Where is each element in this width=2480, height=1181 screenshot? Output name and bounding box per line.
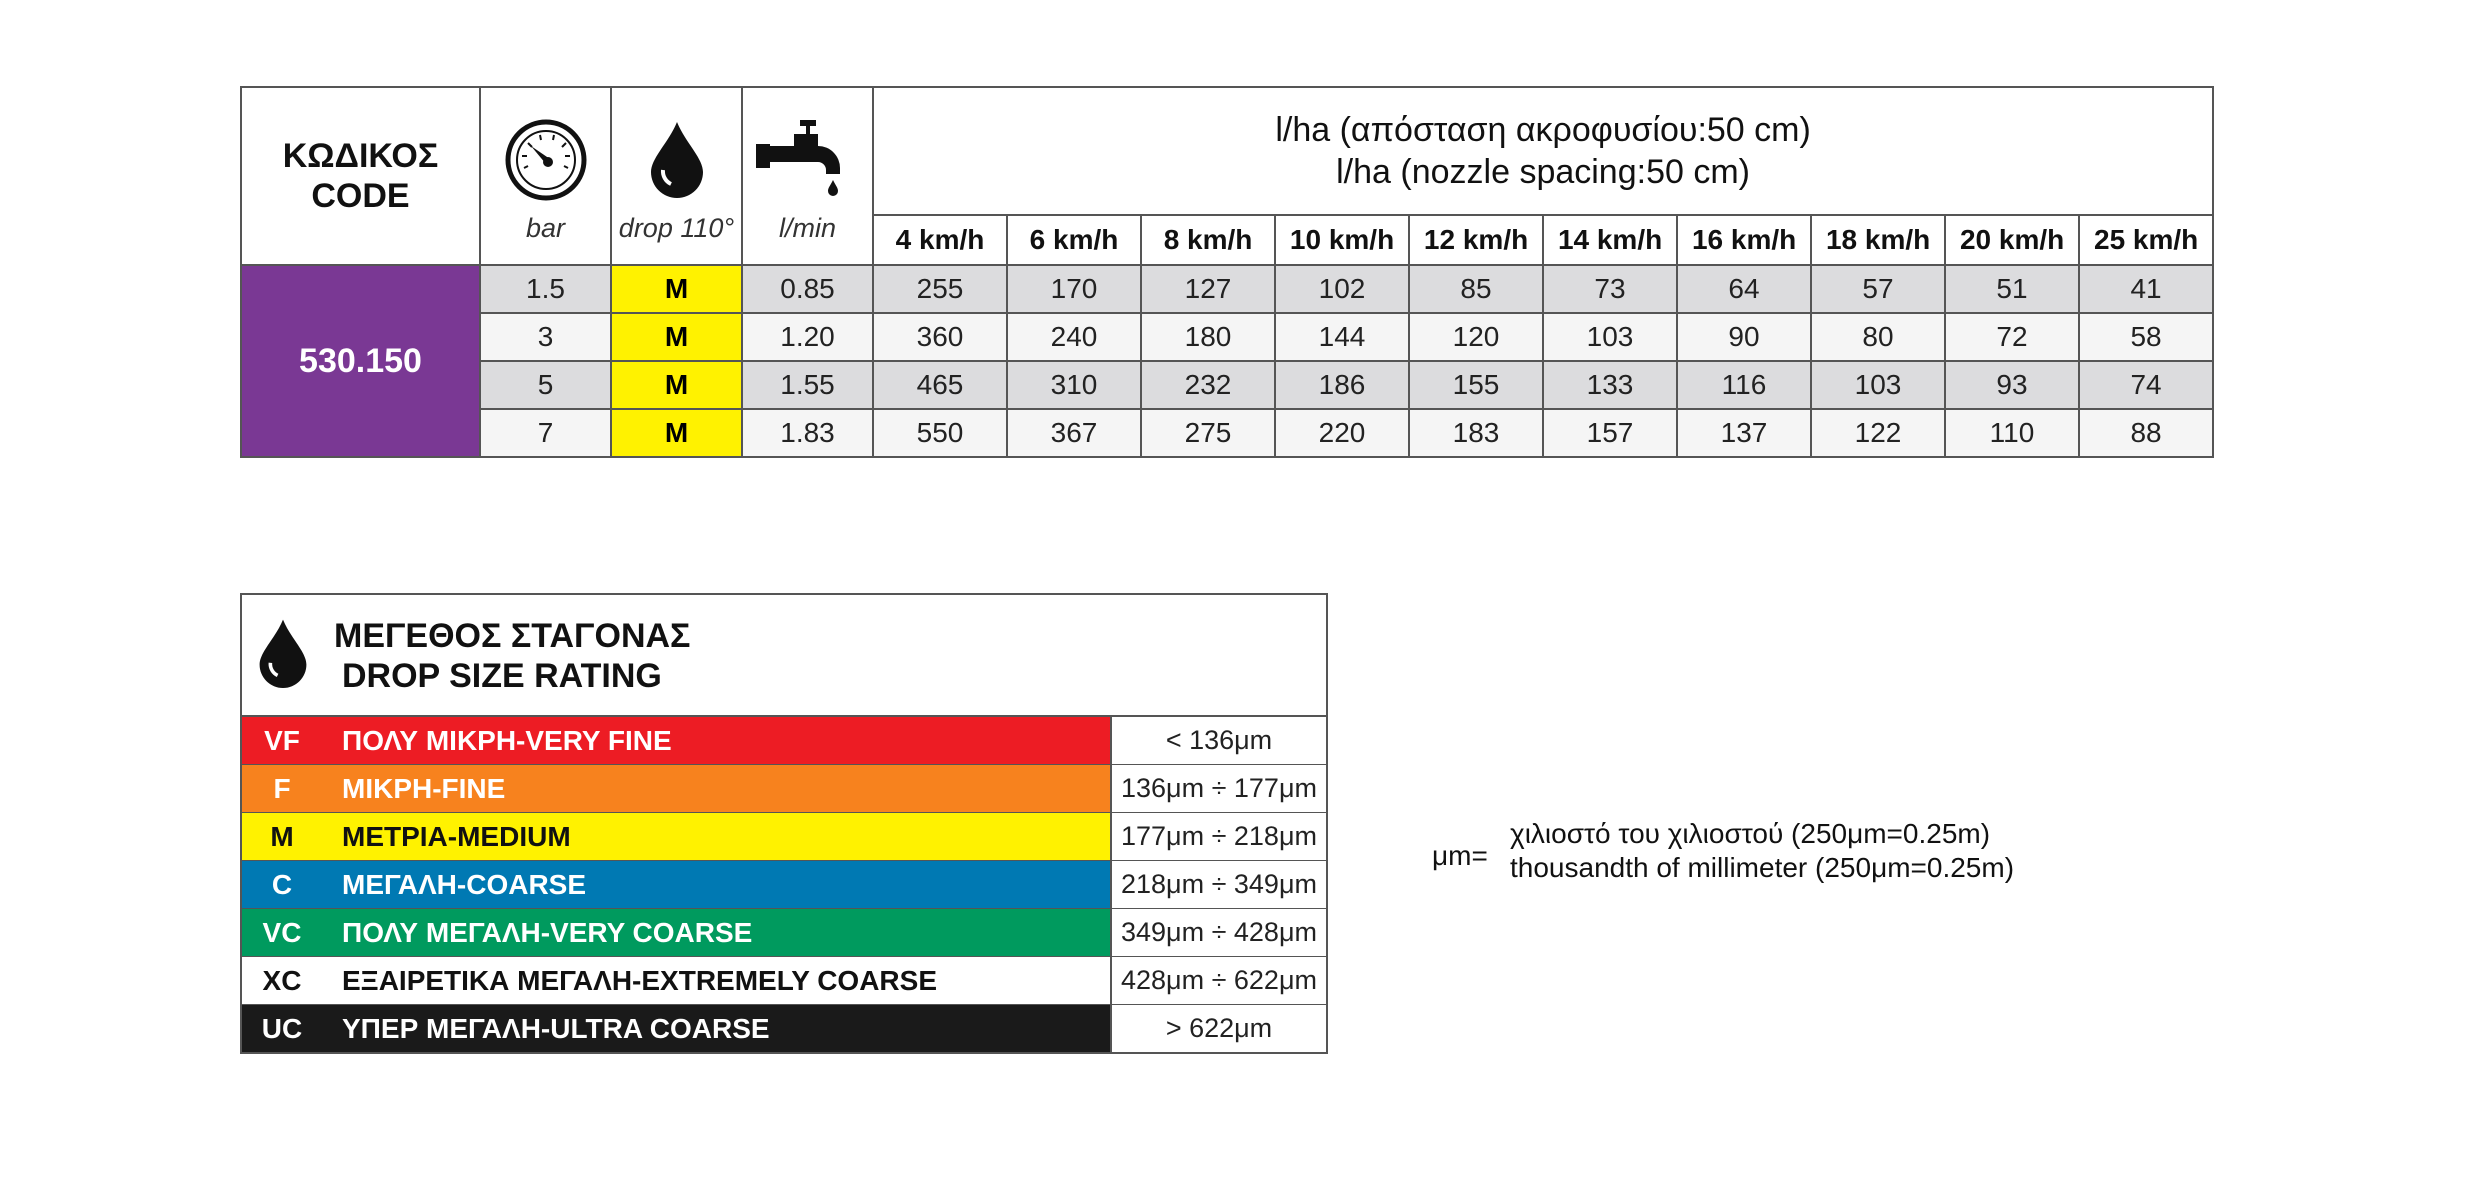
drop-rating: M	[611, 313, 742, 361]
legend-row	[242, 1004, 1326, 1052]
table-row	[241, 409, 2213, 457]
legend-row	[242, 956, 1326, 1004]
lmin-value: 1.55	[742, 361, 873, 409]
legend-range: 349μm ÷ 428μm	[1110, 909, 1326, 956]
legend-category	[242, 957, 1110, 1004]
micron-definition-gr: χιλιοστό του χιλιοστού (250μm=0.25m)	[1510, 818, 1991, 849]
legend-range: 218μm ÷ 349μm	[1110, 861, 1326, 908]
legend-category	[242, 765, 1110, 812]
speed-header: 8 km/h	[1140, 216, 1274, 264]
table-row	[241, 265, 2213, 313]
bar-value: 7	[480, 409, 611, 457]
speed-header: 14 km/h	[1542, 216, 1676, 264]
lha-value: 275	[1141, 409, 1275, 457]
legend-name: ΕΞΑΙΡΕΤΙΚΑ ΜΕΓΑΛΗ-EXTREMELY COARSE	[342, 964, 937, 996]
lha-value: 103	[1811, 361, 1945, 409]
lha-value: 127	[1141, 265, 1275, 313]
speed-header: 6 km/h	[1006, 216, 1140, 264]
legend-abbr: VC	[262, 916, 302, 948]
legend-row	[242, 860, 1326, 908]
lha-value: 57	[1811, 265, 1945, 313]
lha-value: 90	[1677, 313, 1811, 361]
legend-name: ΜΙΚΡΗ-FINE	[342, 772, 506, 804]
lha-title-gr: l/ha (απόσταση ακροφυσίου:50 cm)	[1275, 111, 1811, 149]
drop-label: drop 110°	[618, 213, 735, 243]
micron-symbol: μm=	[1432, 840, 1488, 871]
micron-definition-en: thousandth of millimeter (250μm=0.25m)	[1510, 852, 2015, 883]
lha-value: 73	[1543, 265, 1677, 313]
legend-category	[242, 861, 1110, 908]
legend-row	[242, 908, 1326, 956]
faucet-icon	[754, 118, 854, 198]
legend-row	[242, 812, 1326, 860]
lha-value: 310	[1007, 361, 1141, 409]
speed-header: 20 km/h	[1944, 216, 2078, 264]
speed-header: 18 km/h	[1810, 216, 1944, 264]
drop-header-cell	[611, 87, 742, 265]
lha-value: 240	[1007, 313, 1141, 361]
lha-value: 102	[1275, 265, 1409, 313]
lha-value: 183	[1409, 409, 1543, 457]
lha-value: 85	[1409, 265, 1543, 313]
lha-value: 255	[873, 265, 1007, 313]
speed-header: 25 km/h	[2078, 216, 2212, 264]
water-drop-icon	[647, 118, 707, 198]
speed-header: 12 km/h	[1408, 216, 1542, 264]
product-code: 530.150	[241, 265, 480, 457]
drop-rating: M	[611, 409, 742, 457]
legend-row	[242, 717, 1326, 764]
lha-value: 122	[1811, 409, 1945, 457]
lha-value: 93	[1945, 361, 2079, 409]
speed-header-row	[874, 214, 2212, 264]
lha-title-en: l/ha (nozzle spacing:50 cm)	[1336, 153, 1750, 191]
lha-value: 137	[1677, 409, 1811, 457]
lha-value: 232	[1141, 361, 1275, 409]
legend-category	[242, 717, 1110, 764]
lha-value: 80	[1811, 313, 1945, 361]
code-header-cell	[241, 87, 480, 265]
lha-value: 144	[1275, 313, 1409, 361]
lha-value: 220	[1275, 409, 1409, 457]
legend-row	[242, 764, 1326, 812]
legend-category	[242, 813, 1110, 860]
lha-value: 88	[2079, 409, 2213, 457]
legend-range: 136μm ÷ 177μm	[1110, 765, 1326, 812]
speed-header: 4 km/h	[895, 224, 985, 255]
pressure-header-cell	[480, 87, 611, 265]
bar-value: 5	[480, 361, 611, 409]
legend-abbr: VF	[264, 724, 300, 756]
lha-value: 64	[1677, 265, 1811, 313]
lha-value: 170	[1007, 265, 1141, 313]
lha-value: 133	[1543, 361, 1677, 409]
lmin-value: 1.83	[742, 409, 873, 457]
legend-abbr: XC	[262, 964, 302, 996]
pressure-label: bar	[525, 213, 566, 243]
lha-value: 155	[1409, 361, 1543, 409]
water-drop-icon	[256, 615, 310, 689]
drop-size-legend	[240, 593, 1328, 1054]
table-row	[241, 361, 2213, 409]
lha-value: 72	[1945, 313, 2079, 361]
legend-name: ΠΟΛΥ ΜΙΚΡΗ-VERY FINE	[342, 724, 672, 756]
lha-value: 116	[1677, 361, 1811, 409]
pressure-gauge-icon	[504, 118, 588, 202]
lha-value: 550	[873, 409, 1007, 457]
legend-name: ΥΠΕΡ ΜΕΓΑΛΗ-ULTRA COARSE	[342, 1012, 770, 1044]
lha-value: 360	[873, 313, 1007, 361]
lha-value: 110	[1945, 409, 2079, 457]
speed-header: 16 km/h	[1676, 216, 1810, 264]
lha-value: 103	[1543, 313, 1677, 361]
lha-value: 157	[1543, 409, 1677, 457]
legend-range: 428μm ÷ 622μm	[1110, 957, 1326, 1004]
legend-abbr: F	[273, 772, 291, 804]
lha-value: 186	[1275, 361, 1409, 409]
bar-value: 1.5	[480, 265, 611, 313]
legend-abbr: C	[271, 868, 293, 900]
lha-value: 180	[1141, 313, 1275, 361]
code-header-en: CODE	[311, 177, 410, 215]
legend-abbr: UC	[261, 1012, 303, 1044]
flow-header-cell	[742, 87, 873, 265]
lmin-value: 0.85	[742, 265, 873, 313]
legend-name: ΜΕΓΑΛΗ-COARSE	[342, 868, 587, 900]
legend-range: 177μm ÷ 218μm	[1110, 813, 1326, 860]
code-header-gr: ΚΩΔΙΚΟΣ	[282, 137, 439, 175]
legend-title-en: DROP SIZE RATING	[342, 657, 662, 695]
drop-rating: M	[611, 361, 742, 409]
legend-range: < 136μm	[1110, 717, 1326, 764]
lha-header-cell	[873, 87, 2213, 265]
lha-value: 74	[2079, 361, 2213, 409]
legend-header	[242, 595, 1326, 717]
legend-category	[242, 1005, 1110, 1052]
lmin-value: 1.20	[742, 313, 873, 361]
legend-abbr: M	[270, 820, 294, 852]
table-row	[241, 313, 2213, 361]
lha-value: 41	[2079, 265, 2213, 313]
legend-range: > 622μm	[1110, 1005, 1326, 1052]
lha-value: 51	[1945, 265, 2079, 313]
lha-value: 367	[1007, 409, 1141, 457]
legend-name: ΠΟΛΥ ΜΕΓΑΛΗ-VERY COARSE	[342, 916, 753, 948]
drop-rating: M	[611, 265, 742, 313]
legend-title-gr: ΜΕΓΕΘΟΣ ΣΤΑΓΟΝΑΣ	[334, 617, 691, 655]
legend-category	[242, 909, 1110, 956]
lha-value: 58	[2079, 313, 2213, 361]
speed-header: 10 km/h	[1274, 216, 1408, 264]
legend-name: ΜΕΤΡΙΑ-MEDIUM	[342, 820, 571, 852]
nozzle-output-table	[240, 86, 2214, 458]
bar-value: 3	[480, 313, 611, 361]
flow-label: l/min	[778, 213, 836, 243]
lha-value: 465	[873, 361, 1007, 409]
lha-value: 120	[1409, 313, 1543, 361]
